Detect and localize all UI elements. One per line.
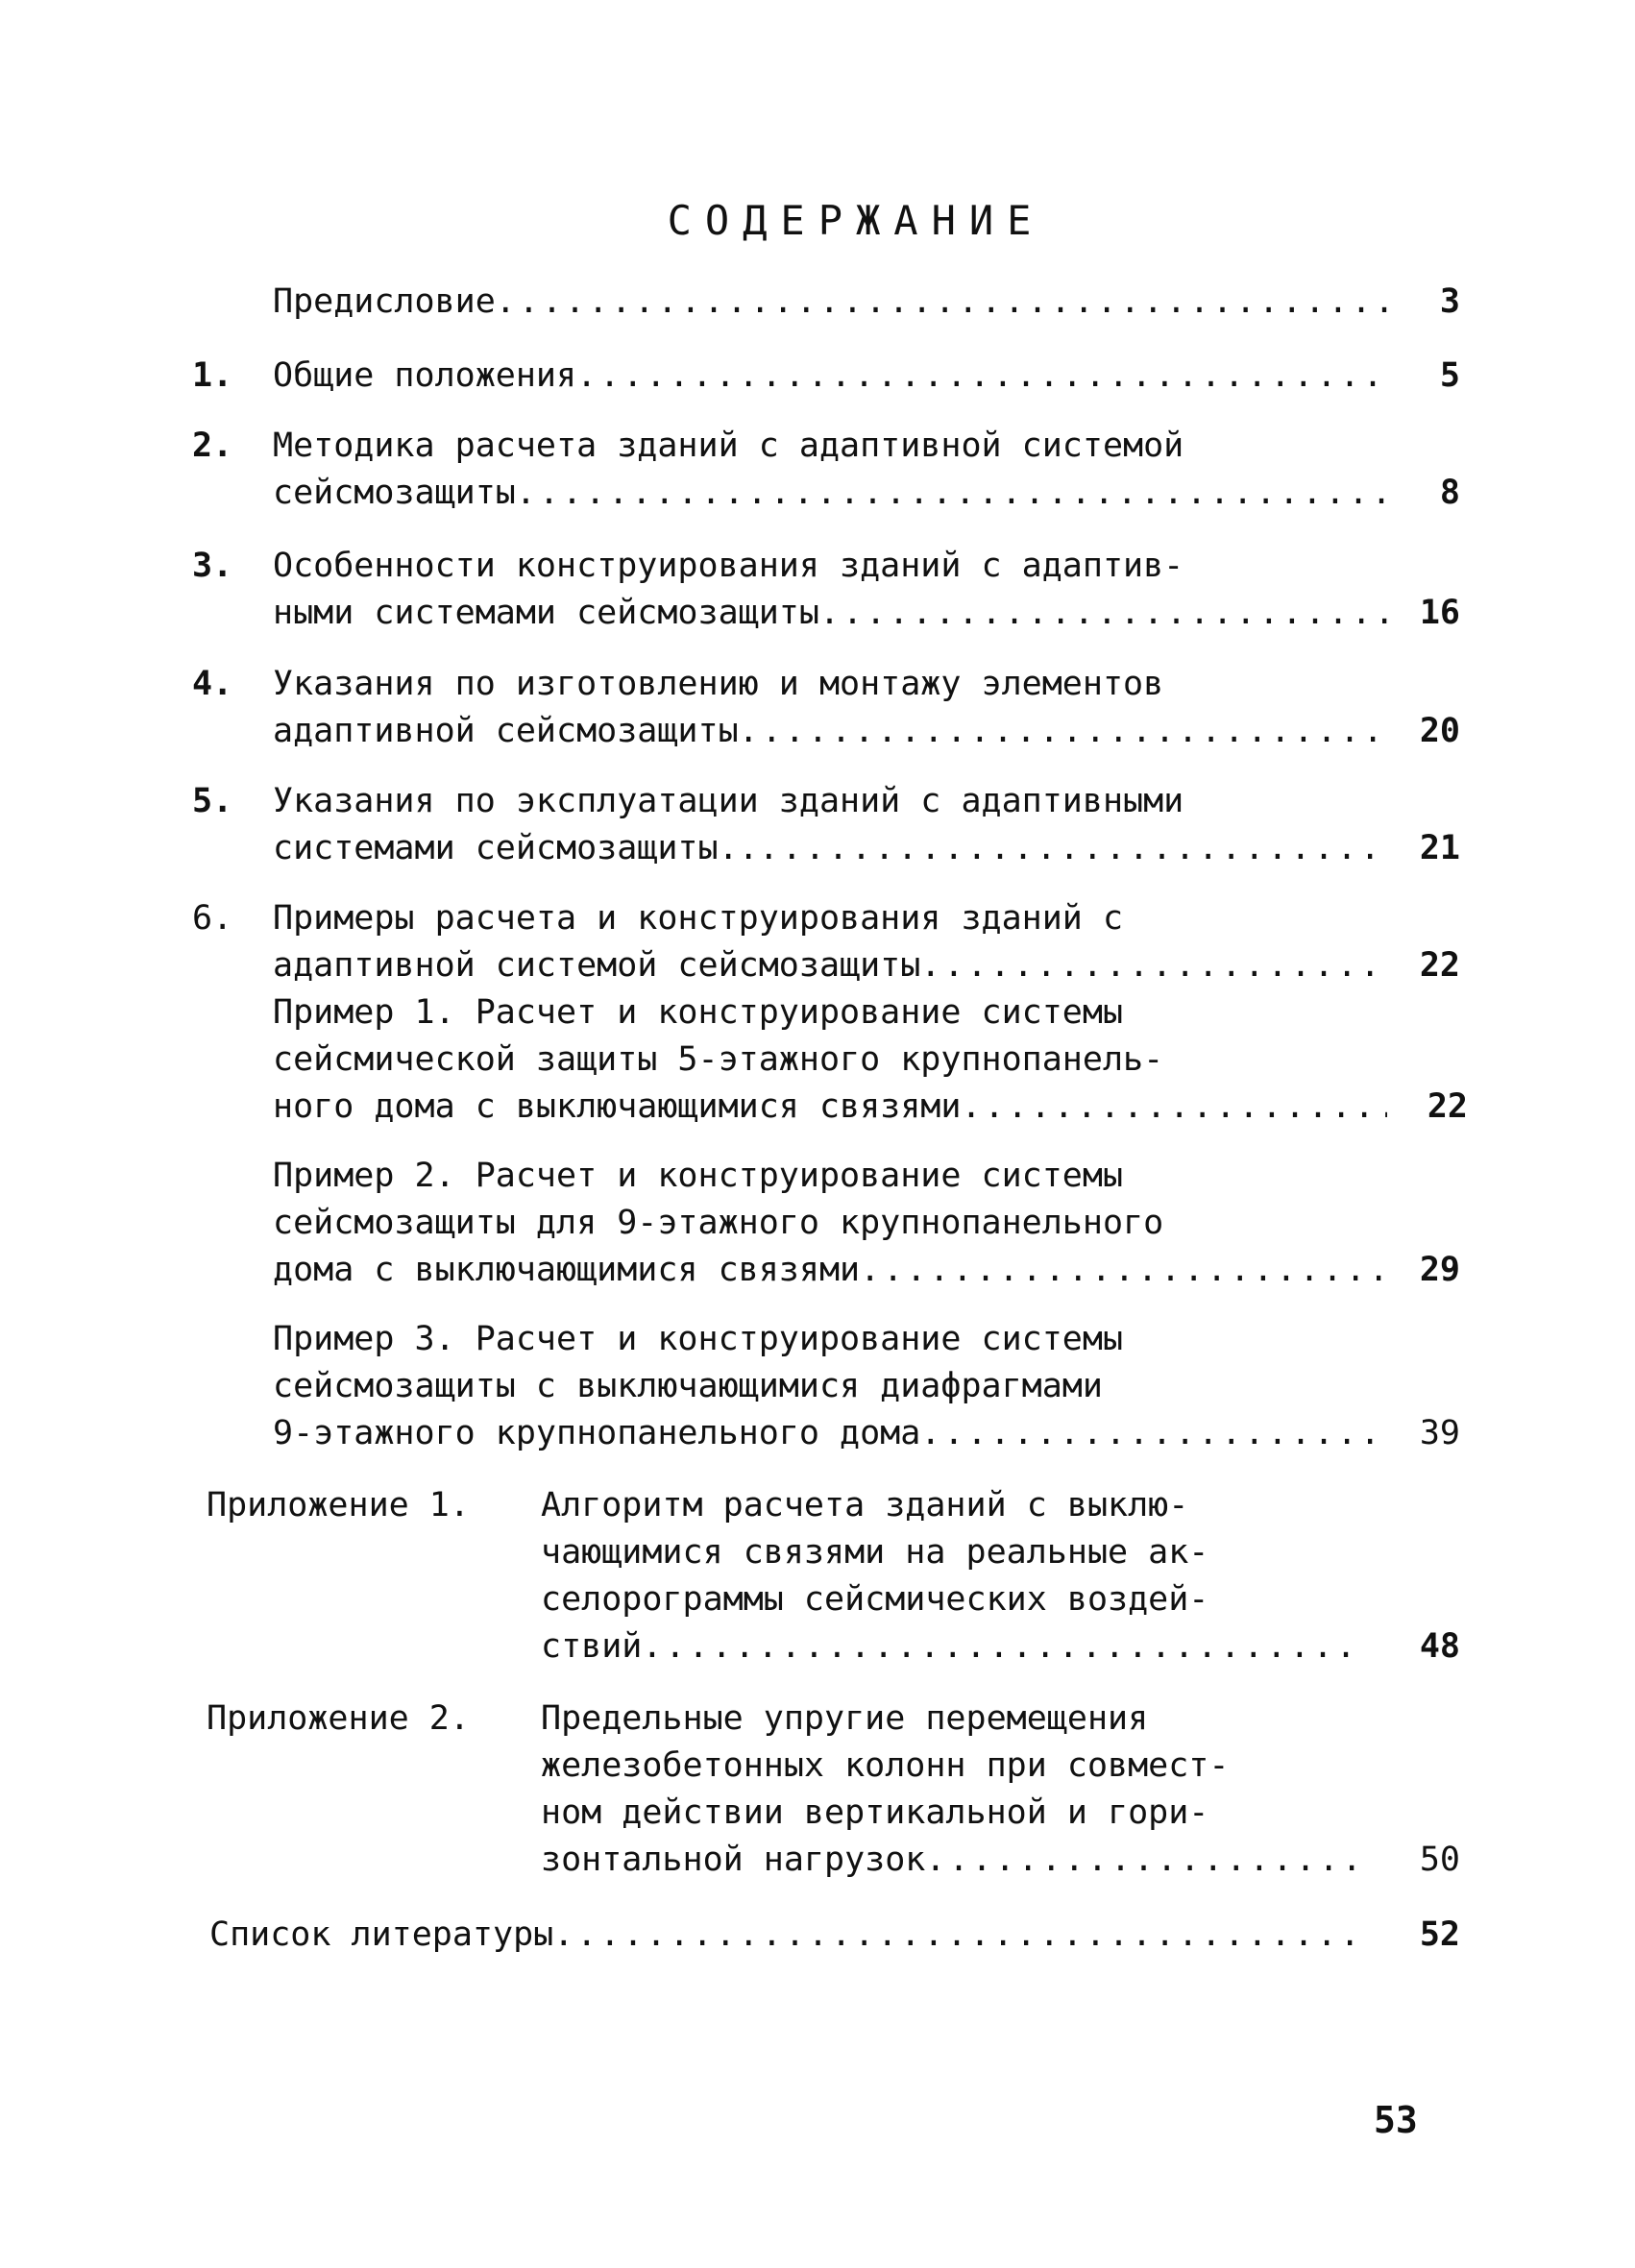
entry-line: 9-этажного крупнопанельного дома <box>273 1414 921 1452</box>
entry-line: Алгоритм расчета зданий с выклю- <box>541 1486 1189 1524</box>
entry-page: 20 <box>1419 712 1460 750</box>
entry-page: 8 <box>1439 474 1460 512</box>
entry-line: Особенности конструирования зданий с адаптив- <box>273 547 1184 585</box>
section-number: 5. <box>192 782 233 820</box>
entry-line: зонтальной нагрузок <box>541 1841 926 1879</box>
entry-line: сейсмической защиты 5-этажного крупнопанель- <box>273 1040 1164 1079</box>
appendix-label: Приложение 1. <box>207 1486 470 1524</box>
entry-text: Предисловие <box>273 282 496 321</box>
entry-line: ствий <box>541 1627 643 1666</box>
entry-line: Пример 1. Расчет и конструирование системы <box>273 993 1124 1032</box>
entry-line: Общие положения <box>273 356 577 395</box>
toc-appendix <box>207 1482 1460 1671</box>
entry-page: 22 <box>1419 946 1460 985</box>
entry-line: адаптивной сейсмозащиты <box>273 712 739 750</box>
entry-line: чающимися связями на реальные ак- <box>541 1533 1209 1572</box>
entry-line: Пример 3. Расчет и конструирование системы <box>273 1320 1124 1358</box>
entry-page: 21 <box>1419 829 1460 867</box>
toc-entry <box>192 895 1460 989</box>
toc-entry <box>192 661 1460 755</box>
entry-line: адаптивной системой сейсмозащиты <box>273 946 921 985</box>
entry-line: ного дома с выключающимися связями <box>273 1087 962 1126</box>
entry-page: 48 <box>1419 1627 1460 1666</box>
toc-entry <box>192 778 1460 872</box>
section-number: 6. <box>192 899 233 938</box>
toc-appendix <box>207 1695 1460 1884</box>
toc-entry-references <box>209 1912 1460 1959</box>
toc-entry <box>192 423 1460 517</box>
entry-page: 5 <box>1439 356 1460 395</box>
entry-line: сейсмозащиты <box>273 474 516 512</box>
entry-line: Указания по эксплуатации зданий с адаптивными <box>273 782 1184 820</box>
entry-line: системами сейсмозащиты.. <box>273 829 759 867</box>
entry-line: селорограммы сейсмических воздей- <box>541 1580 1209 1619</box>
entry-page: 22 <box>1427 1087 1468 1126</box>
section-number: 1. <box>192 356 233 395</box>
entry-line: сейсмозащиты с выключающимися диафрагмами <box>273 1367 1103 1405</box>
toc-subentry <box>192 1316 1460 1457</box>
toc-subentry <box>192 989 1468 1131</box>
entry-line: дома с выключающимися связями <box>273 1251 861 1289</box>
section-number: 4. <box>192 665 233 703</box>
entry-page: 50 <box>1419 1841 1460 1879</box>
entry-page: 29 <box>1419 1251 1460 1289</box>
toc-entry <box>192 353 1460 400</box>
entry-line: ном действии вертикальной и гори- <box>541 1793 1209 1832</box>
page-number: 53 <box>1374 2099 1418 2141</box>
page-title: СОДЕРЖАНИЕ <box>667 197 1045 244</box>
entry-line: сейсмозащиты для 9-этажного крупнопанельного <box>273 1204 1164 1242</box>
entry-page: 39 <box>1419 1414 1460 1452</box>
entry-line: Указания по изготовлению и монтажу элементов <box>273 665 1164 703</box>
entry-line: ными системами сейсмозащиты <box>273 594 819 632</box>
toc-entry <box>192 543 1460 637</box>
toc-subentry <box>192 1153 1460 1294</box>
entry-page: 3 <box>1439 282 1460 321</box>
section-number: 3. <box>192 547 233 585</box>
section-number: 2. <box>192 427 233 465</box>
entry-page: 52 <box>1419 1915 1460 1954</box>
entry-text: Список литературы <box>209 1915 554 1954</box>
appendix-label: Приложение 2. <box>207 1699 470 1738</box>
entry-line: Пример 2. Расчет и конструирование системы <box>273 1157 1124 1195</box>
toc-entry-preface <box>192 279 1460 326</box>
entry-line: Методика расчета зданий с адаптивной системой <box>273 427 1184 465</box>
entry-line: Предельные упругие перемещения <box>541 1699 1149 1738</box>
entry-line: железобетонных колонн при совмест- <box>541 1746 1230 1785</box>
entry-page: 16 <box>1419 594 1460 632</box>
entry-line: Примеры расчета и конструирования зданий с <box>273 899 1124 938</box>
